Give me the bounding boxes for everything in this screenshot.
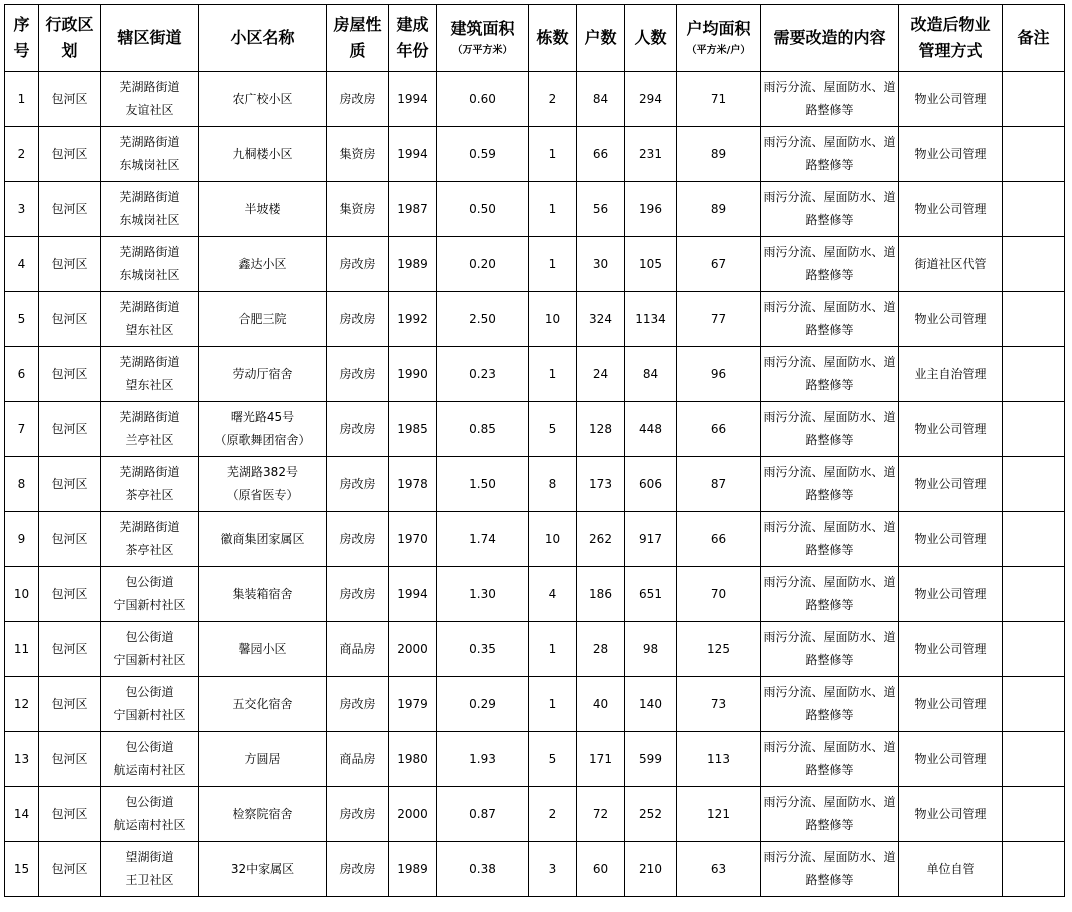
cell-buildings: 1	[529, 677, 577, 732]
cell-buildings: 1	[529, 182, 577, 237]
table-row	[5, 677, 1065, 732]
cell-area: 0.87	[437, 787, 529, 842]
cell-avg-area: 113	[677, 732, 761, 787]
cell-index: 6	[5, 347, 39, 402]
cell-nature: 房改房	[327, 842, 389, 897]
header-buildings: 栋数	[529, 5, 577, 72]
cell-district: 包河区	[39, 677, 101, 732]
cell-nature: 集资房	[327, 182, 389, 237]
cell-index: 15	[5, 842, 39, 897]
cell-people: 917	[625, 512, 677, 567]
cell-index: 14	[5, 787, 39, 842]
cell-management: 物业公司管理	[899, 732, 1003, 787]
cell-area: 1.93	[437, 732, 529, 787]
cell-note	[1003, 127, 1065, 182]
cell-name: 农广校小区	[199, 72, 327, 127]
cell-content: 雨污分流、屋面防水、道 路整修等	[761, 457, 899, 512]
header-street: 辖区街道	[101, 5, 199, 72]
cell-name: 检察院宿舍	[199, 787, 327, 842]
cell-content: 雨污分流、屋面防水、道 路整修等	[761, 567, 899, 622]
cell-year: 1970	[389, 512, 437, 567]
cell-people: 294	[625, 72, 677, 127]
cell-year: 1989	[389, 842, 437, 897]
cell-year: 1990	[389, 347, 437, 402]
cell-people: 140	[625, 677, 677, 732]
cell-management: 单位自管	[899, 842, 1003, 897]
header-households: 户数	[577, 5, 625, 72]
cell-avg-area: 89	[677, 127, 761, 182]
table-row	[5, 787, 1065, 842]
table-row	[5, 292, 1065, 347]
cell-people: 210	[625, 842, 677, 897]
cell-index: 7	[5, 402, 39, 457]
cell-district: 包河区	[39, 842, 101, 897]
cell-note	[1003, 182, 1065, 237]
cell-district: 包河区	[39, 622, 101, 677]
cell-note	[1003, 512, 1065, 567]
header-nature: 房屋性 质	[327, 5, 389, 72]
table-row	[5, 457, 1065, 512]
cell-year: 1994	[389, 567, 437, 622]
cell-people: 606	[625, 457, 677, 512]
cell-district: 包河区	[39, 732, 101, 787]
cell-year: 1994	[389, 72, 437, 127]
cell-name: 馨园小区	[199, 622, 327, 677]
cell-street: 芜湖路街道 望东社区	[101, 347, 199, 402]
cell-households: 28	[577, 622, 625, 677]
cell-buildings: 1	[529, 127, 577, 182]
cell-district: 包河区	[39, 457, 101, 512]
cell-content: 雨污分流、屋面防水、道 路整修等	[761, 732, 899, 787]
cell-nature: 房改房	[327, 402, 389, 457]
cell-buildings: 1	[529, 237, 577, 292]
cell-buildings: 10	[529, 512, 577, 567]
cell-nature: 房改房	[327, 237, 389, 292]
cell-management: 物业公司管理	[899, 677, 1003, 732]
cell-content: 雨污分流、屋面防水、道 路整修等	[761, 842, 899, 897]
cell-name: 方圆居	[199, 732, 327, 787]
cell-management: 物业公司管理	[899, 292, 1003, 347]
cell-year: 1989	[389, 237, 437, 292]
renovation-table	[4, 4, 1065, 897]
cell-name: 半坡楼	[199, 182, 327, 237]
header-people: 人数	[625, 5, 677, 72]
cell-management: 物业公司管理	[899, 127, 1003, 182]
cell-management: 物业公司管理	[899, 72, 1003, 127]
cell-area: 0.20	[437, 237, 529, 292]
cell-content: 雨污分流、屋面防水、道 路整修等	[761, 622, 899, 677]
cell-area: 1.50	[437, 457, 529, 512]
cell-nature: 房改房	[327, 512, 389, 567]
cell-name: 32中家属区	[199, 842, 327, 897]
cell-street: 包公街道 宁国新村社区	[101, 622, 199, 677]
cell-buildings: 10	[529, 292, 577, 347]
cell-district: 包河区	[39, 787, 101, 842]
cell-area: 0.59	[437, 127, 529, 182]
table-row	[5, 622, 1065, 677]
cell-content: 雨污分流、屋面防水、道 路整修等	[761, 292, 899, 347]
cell-street: 芜湖路街道 友谊社区	[101, 72, 199, 127]
cell-buildings: 1	[529, 622, 577, 677]
table-row	[5, 347, 1065, 402]
cell-management: 物业公司管理	[899, 182, 1003, 237]
cell-nature: 商品房	[327, 732, 389, 787]
table-row	[5, 72, 1065, 127]
cell-area: 0.50	[437, 182, 529, 237]
cell-year: 1994	[389, 127, 437, 182]
cell-nature: 房改房	[327, 787, 389, 842]
cell-people: 1134	[625, 292, 677, 347]
cell-households: 324	[577, 292, 625, 347]
cell-buildings: 5	[529, 732, 577, 787]
cell-street: 芜湖路街道 茶亭社区	[101, 512, 199, 567]
cell-district: 包河区	[39, 402, 101, 457]
cell-buildings: 8	[529, 457, 577, 512]
cell-avg-area: 67	[677, 237, 761, 292]
cell-avg-area: 70	[677, 567, 761, 622]
cell-people: 231	[625, 127, 677, 182]
header-avg-area: 户均面积 （平方米/户）	[677, 5, 761, 72]
cell-area: 0.29	[437, 677, 529, 732]
cell-people: 448	[625, 402, 677, 457]
cell-index: 13	[5, 732, 39, 787]
cell-management: 街道社区代管	[899, 237, 1003, 292]
cell-district: 包河区	[39, 292, 101, 347]
cell-content: 雨污分流、屋面防水、道 路整修等	[761, 677, 899, 732]
cell-district: 包河区	[39, 237, 101, 292]
table-row	[5, 127, 1065, 182]
cell-note	[1003, 567, 1065, 622]
cell-buildings: 3	[529, 842, 577, 897]
cell-year: 1978	[389, 457, 437, 512]
cell-households: 60	[577, 842, 625, 897]
cell-households: 171	[577, 732, 625, 787]
cell-nature: 商品房	[327, 622, 389, 677]
cell-nature: 房改房	[327, 567, 389, 622]
cell-name: 劳动厅宿舍	[199, 347, 327, 402]
cell-management: 物业公司管理	[899, 512, 1003, 567]
cell-content: 雨污分流、屋面防水、道 路整修等	[761, 182, 899, 237]
cell-year: 1985	[389, 402, 437, 457]
table-row	[5, 567, 1065, 622]
cell-avg-area: 89	[677, 182, 761, 237]
header-row	[5, 5, 1065, 72]
cell-note	[1003, 402, 1065, 457]
cell-management: 物业公司管理	[899, 402, 1003, 457]
cell-avg-area: 87	[677, 457, 761, 512]
cell-district: 包河区	[39, 182, 101, 237]
cell-note	[1003, 457, 1065, 512]
cell-households: 262	[577, 512, 625, 567]
cell-year: 2000	[389, 787, 437, 842]
cell-index: 12	[5, 677, 39, 732]
cell-buildings: 4	[529, 567, 577, 622]
cell-district: 包河区	[39, 127, 101, 182]
cell-management: 物业公司管理	[899, 622, 1003, 677]
cell-note	[1003, 677, 1065, 732]
cell-street: 包公街道 宁国新村社区	[101, 677, 199, 732]
cell-households: 56	[577, 182, 625, 237]
cell-buildings: 5	[529, 402, 577, 457]
cell-avg-area: 66	[677, 402, 761, 457]
cell-content: 雨污分流、屋面防水、道 路整修等	[761, 72, 899, 127]
cell-area: 0.23	[437, 347, 529, 402]
cell-households: 84	[577, 72, 625, 127]
cell-content: 雨污分流、屋面防水、道 路整修等	[761, 127, 899, 182]
cell-area: 0.85	[437, 402, 529, 457]
cell-people: 651	[625, 567, 677, 622]
cell-avg-area: 121	[677, 787, 761, 842]
cell-index: 5	[5, 292, 39, 347]
header-note: 备注	[1003, 5, 1065, 72]
cell-name: 曙光路45号 （原歌舞团宿舍）	[199, 402, 327, 457]
cell-area: 1.74	[437, 512, 529, 567]
cell-street: 包公街道 宁国新村社区	[101, 567, 199, 622]
cell-households: 72	[577, 787, 625, 842]
cell-nature: 房改房	[327, 457, 389, 512]
cell-name: 鑫达小区	[199, 237, 327, 292]
cell-management: 业主自治管理	[899, 347, 1003, 402]
cell-index: 9	[5, 512, 39, 567]
table-body	[5, 72, 1065, 897]
cell-note	[1003, 732, 1065, 787]
cell-buildings: 2	[529, 72, 577, 127]
cell-street: 包公街道 航运南村社区	[101, 732, 199, 787]
cell-avg-area: 66	[677, 512, 761, 567]
table-row	[5, 182, 1065, 237]
cell-district: 包河区	[39, 567, 101, 622]
cell-households: 40	[577, 677, 625, 732]
cell-households: 66	[577, 127, 625, 182]
cell-avg-area: 77	[677, 292, 761, 347]
cell-name: 五交化宿舍	[199, 677, 327, 732]
cell-name: 徽商集团家属区	[199, 512, 327, 567]
cell-households: 24	[577, 347, 625, 402]
cell-note	[1003, 787, 1065, 842]
cell-management: 物业公司管理	[899, 787, 1003, 842]
cell-year: 2000	[389, 622, 437, 677]
cell-buildings: 2	[529, 787, 577, 842]
header-index: 序 号	[5, 5, 39, 72]
cell-households: 128	[577, 402, 625, 457]
cell-street: 芜湖路街道 东城岗社区	[101, 182, 199, 237]
cell-avg-area: 96	[677, 347, 761, 402]
cell-management: 物业公司管理	[899, 567, 1003, 622]
cell-avg-area: 71	[677, 72, 761, 127]
cell-note	[1003, 72, 1065, 127]
cell-index: 2	[5, 127, 39, 182]
cell-people: 599	[625, 732, 677, 787]
table-row	[5, 842, 1065, 897]
header-district: 行政区 划	[39, 5, 101, 72]
cell-content: 雨污分流、屋面防水、道 路整修等	[761, 347, 899, 402]
cell-avg-area: 125	[677, 622, 761, 677]
table-row	[5, 512, 1065, 567]
cell-street: 包公街道 航运南村社区	[101, 787, 199, 842]
cell-note	[1003, 842, 1065, 897]
cell-nature: 房改房	[327, 72, 389, 127]
cell-nature: 集资房	[327, 127, 389, 182]
cell-name: 合肥三院	[199, 292, 327, 347]
cell-avg-area: 63	[677, 842, 761, 897]
cell-note	[1003, 292, 1065, 347]
cell-content: 雨污分流、屋面防水、道 路整修等	[761, 402, 899, 457]
cell-people: 84	[625, 347, 677, 402]
cell-people: 196	[625, 182, 677, 237]
cell-management: 物业公司管理	[899, 457, 1003, 512]
cell-area: 0.38	[437, 842, 529, 897]
header-content: 需要改造的内容	[761, 5, 899, 72]
cell-year: 1987	[389, 182, 437, 237]
cell-index: 8	[5, 457, 39, 512]
header-area: 建筑面积 （万平方米）	[437, 5, 529, 72]
cell-name: 集装箱宿舍	[199, 567, 327, 622]
cell-households: 186	[577, 567, 625, 622]
header-management: 改造后物业 管理方式	[899, 5, 1003, 72]
cell-buildings: 1	[529, 347, 577, 402]
cell-street: 芜湖路街道 东城岗社区	[101, 127, 199, 182]
header-year: 建成 年份	[389, 5, 437, 72]
cell-content: 雨污分流、屋面防水、道 路整修等	[761, 237, 899, 292]
cell-street: 芜湖路街道 东城岗社区	[101, 237, 199, 292]
cell-index: 11	[5, 622, 39, 677]
cell-year: 1979	[389, 677, 437, 732]
cell-index: 4	[5, 237, 39, 292]
cell-area: 0.60	[437, 72, 529, 127]
cell-street: 芜湖路街道 茶亭社区	[101, 457, 199, 512]
cell-area: 1.30	[437, 567, 529, 622]
cell-people: 252	[625, 787, 677, 842]
cell-name: 九桐楼小区	[199, 127, 327, 182]
table-row	[5, 402, 1065, 457]
cell-content: 雨污分流、屋面防水、道 路整修等	[761, 787, 899, 842]
cell-index: 1	[5, 72, 39, 127]
cell-area: 2.50	[437, 292, 529, 347]
cell-note	[1003, 347, 1065, 402]
header-name: 小区名称	[199, 5, 327, 72]
cell-people: 98	[625, 622, 677, 677]
cell-nature: 房改房	[327, 677, 389, 732]
cell-district: 包河区	[39, 72, 101, 127]
cell-street: 望湖街道 王卫社区	[101, 842, 199, 897]
cell-district: 包河区	[39, 347, 101, 402]
cell-year: 1992	[389, 292, 437, 347]
cell-index: 10	[5, 567, 39, 622]
cell-street: 芜湖路街道 兰亭社区	[101, 402, 199, 457]
cell-nature: 房改房	[327, 347, 389, 402]
cell-street: 芜湖路街道 望东社区	[101, 292, 199, 347]
cell-content: 雨污分流、屋面防水、道 路整修等	[761, 512, 899, 567]
cell-note	[1003, 237, 1065, 292]
cell-name: 芜湖路382号 （原省医专）	[199, 457, 327, 512]
cell-households: 30	[577, 237, 625, 292]
cell-area: 0.35	[437, 622, 529, 677]
table-row	[5, 237, 1065, 292]
table-row	[5, 732, 1065, 787]
cell-district: 包河区	[39, 512, 101, 567]
cell-index: 3	[5, 182, 39, 237]
cell-nature: 房改房	[327, 292, 389, 347]
cell-households: 173	[577, 457, 625, 512]
cell-note	[1003, 622, 1065, 677]
cell-year: 1980	[389, 732, 437, 787]
cell-avg-area: 73	[677, 677, 761, 732]
cell-people: 105	[625, 237, 677, 292]
